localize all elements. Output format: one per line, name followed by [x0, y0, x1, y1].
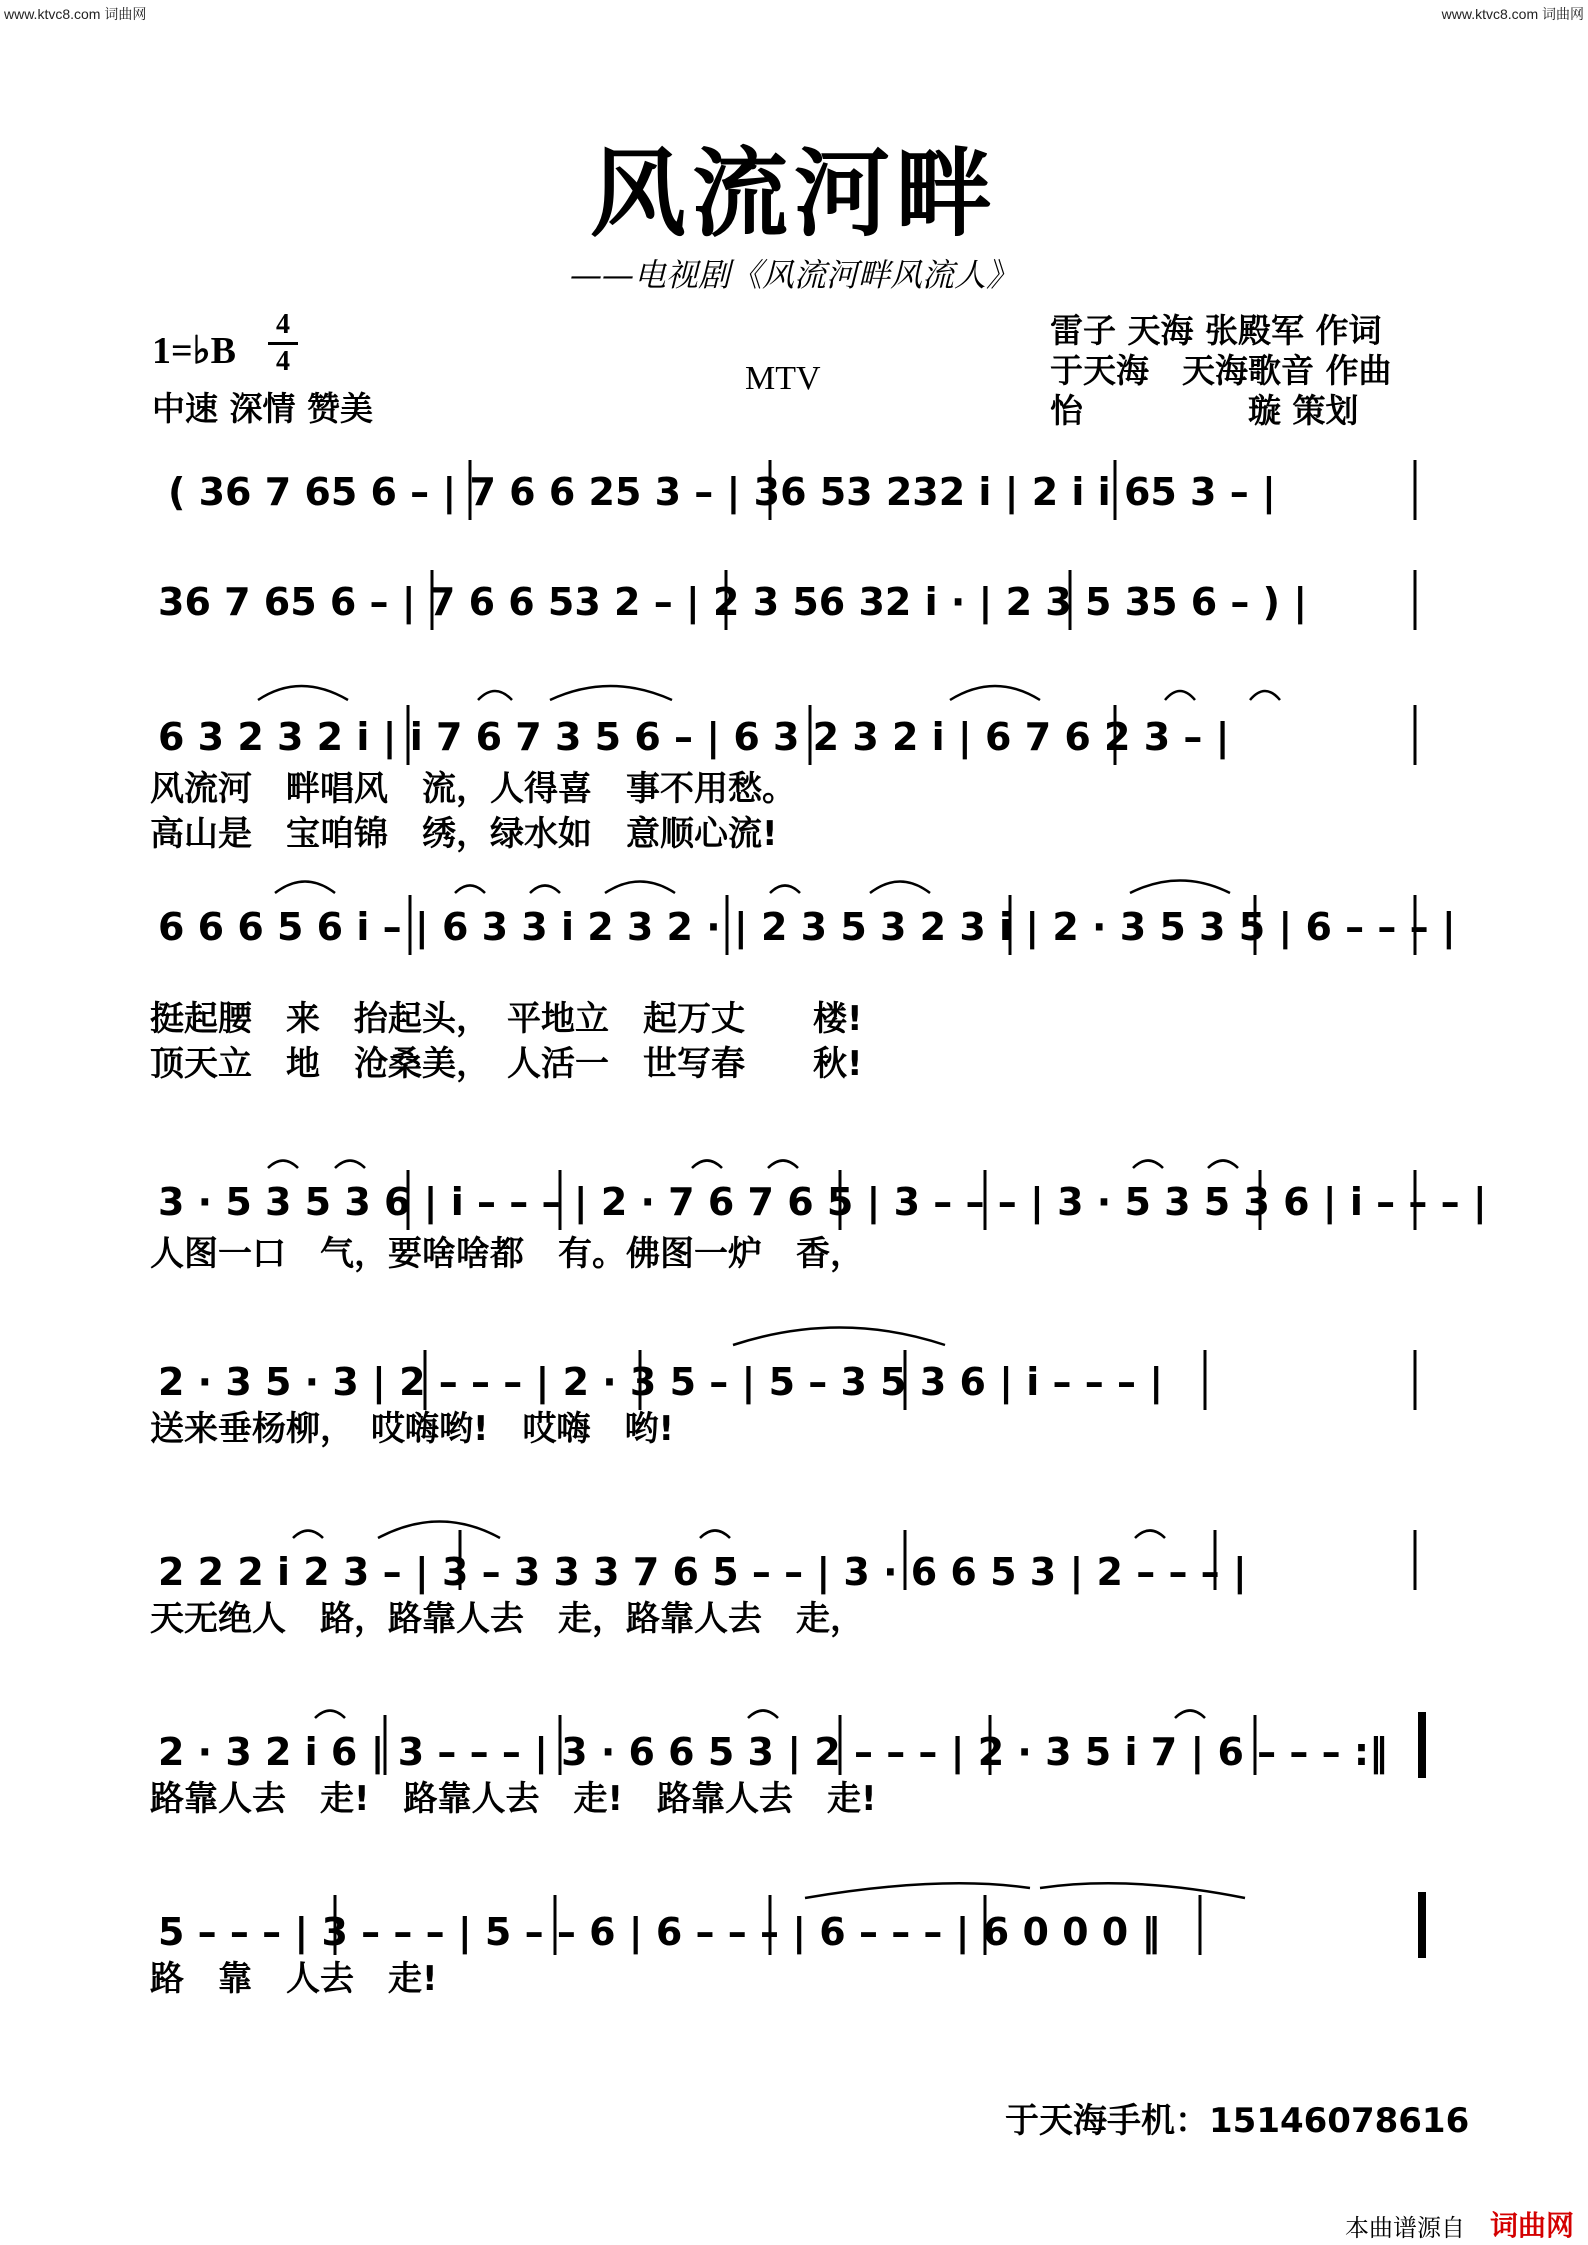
watermark-right: www.ktvc8.com 词曲网: [1441, 6, 1584, 22]
row-2-notes: 36 7 65 6 – | 7 6 6 53 2 – | 2 3 56 32 i · | 2 3 5 35 6 – ) |: [158, 580, 1308, 624]
credit-composer: 于天海 天海歌音 作曲: [1050, 351, 1392, 390]
score-row-1: [168, 470, 1276, 515]
score-row-4: [150, 905, 1456, 1084]
time-signature-top: 4: [276, 309, 290, 340]
row-3-notes: 6 3 2 3 2 i | i 7 6 7 3 5 6 – | 6 3 2 3 2 i | 6 7 6 2 3 – |: [158, 715, 1230, 759]
row-8-notes: 2 · 3 2 i 6 | 3 – – – | 3 · 6 6 5 3 | 2 – – – | 2 · 3 5 i 7 | 6 – – – :‖: [158, 1730, 1389, 1774]
row-8-lyrics: 路靠人去 走! 路靠人去 走! 路靠人去 走!: [150, 1779, 877, 1819]
row-3-lyrics-verse-1: 风流河 畔唱风 流，人得喜 事不用愁。: [150, 769, 796, 809]
score-row-5: [150, 1180, 1487, 1274]
row-6-lyrics: 送来垂杨柳， 哎嗨哟! 哎嗨 哟!: [150, 1409, 675, 1449]
tempo-marking: 中速 深情 赞美: [152, 389, 373, 428]
time-signature-bottom: 4: [276, 346, 290, 377]
credit-planner: 怡 璇 策划: [1050, 391, 1359, 430]
song-subtitle: ——电视剧《风流河畔风流人》: [569, 256, 1018, 294]
row-6-notes: 2 · 3 5 · 3 | 2 – – – | 2 · 3 5 – | 5 – 3 5 3 6 | i – – – |: [158, 1360, 1164, 1404]
footer-site-link[interactable]: 词曲网: [1490, 2209, 1575, 2242]
row-9-notes: 5 – – – | 3 – – – | 5 – – 6 | 6 – – – | 6 – – – | 6 0 0 0 ‖: [158, 1910, 1161, 1954]
row-4-lyrics-verse-2: 顶天立 地 沧桑美， 人活一 世写春 秋!: [150, 1044, 863, 1084]
credit-lyricist: 雷子 天海 张殿军 作词: [1050, 311, 1382, 350]
row-5-notes: 3 · 5 3 5 3 6 | i – – – | 2 · 7 6 7 6 5 | 3 – – – | 3 · 5 3 5 3 6 | i – – – |: [158, 1180, 1487, 1224]
final-barlines: [1418, 1712, 1426, 1958]
score-row-3: [150, 715, 1230, 854]
contact-phone: 于天海手机：15146078616: [1005, 2101, 1470, 2141]
row-4-lyrics-verse-1: 挺起腰 来 抬起头， 平地立 起万丈 楼!: [150, 999, 863, 1039]
watermark-left: www.ktvc8.com 词曲网: [4, 6, 147, 22]
score-row-8: [150, 1730, 1388, 1819]
score-row-2: [158, 580, 1307, 625]
row-7-notes: 2 2 2 i 2 3 – | 3 – 3 3 3 7 6 5 – – | 3 · 6 6 5 3 | 2 – – – |: [158, 1550, 1247, 1594]
row-4-notes: 6 6 6 5 6 i – | 6 3 3 i 2 3 2 · | 2 3 5 3 2 3 i | 2 · 3 5 3 5 | 6 – – – |: [158, 905, 1456, 949]
row-3-lyrics-verse-2: 高山是 宝咱锦 绣，绿水如 意顺心流!: [150, 814, 778, 854]
score-row-6: [150, 1360, 1163, 1449]
song-title: 风流河畔: [590, 137, 998, 250]
row-5-lyrics: 人图一口 气，要啥啥都 有。佛图一炉 香，: [150, 1234, 864, 1274]
footer-source-text: 本曲谱源自: [1345, 2214, 1465, 2242]
row-1-notes: ( 36 7 65 6 – | 7 6 6 25 3 – | 36 53 232 i | 2 i i 65 3 – |: [168, 470, 1276, 514]
mtv-label: MTV: [745, 360, 821, 397]
row-7-lyrics: 天无绝人 路，路靠人去 走，路靠人去 走，: [150, 1599, 864, 1639]
score-row-7: [150, 1550, 1247, 1639]
row-9-lyrics: 路 靠 人去 走!: [150, 1959, 438, 1999]
slur-marks: [258, 686, 1280, 1898]
key-signature: 1=♭B: [152, 330, 236, 372]
score-row-9: [150, 1910, 1160, 1999]
